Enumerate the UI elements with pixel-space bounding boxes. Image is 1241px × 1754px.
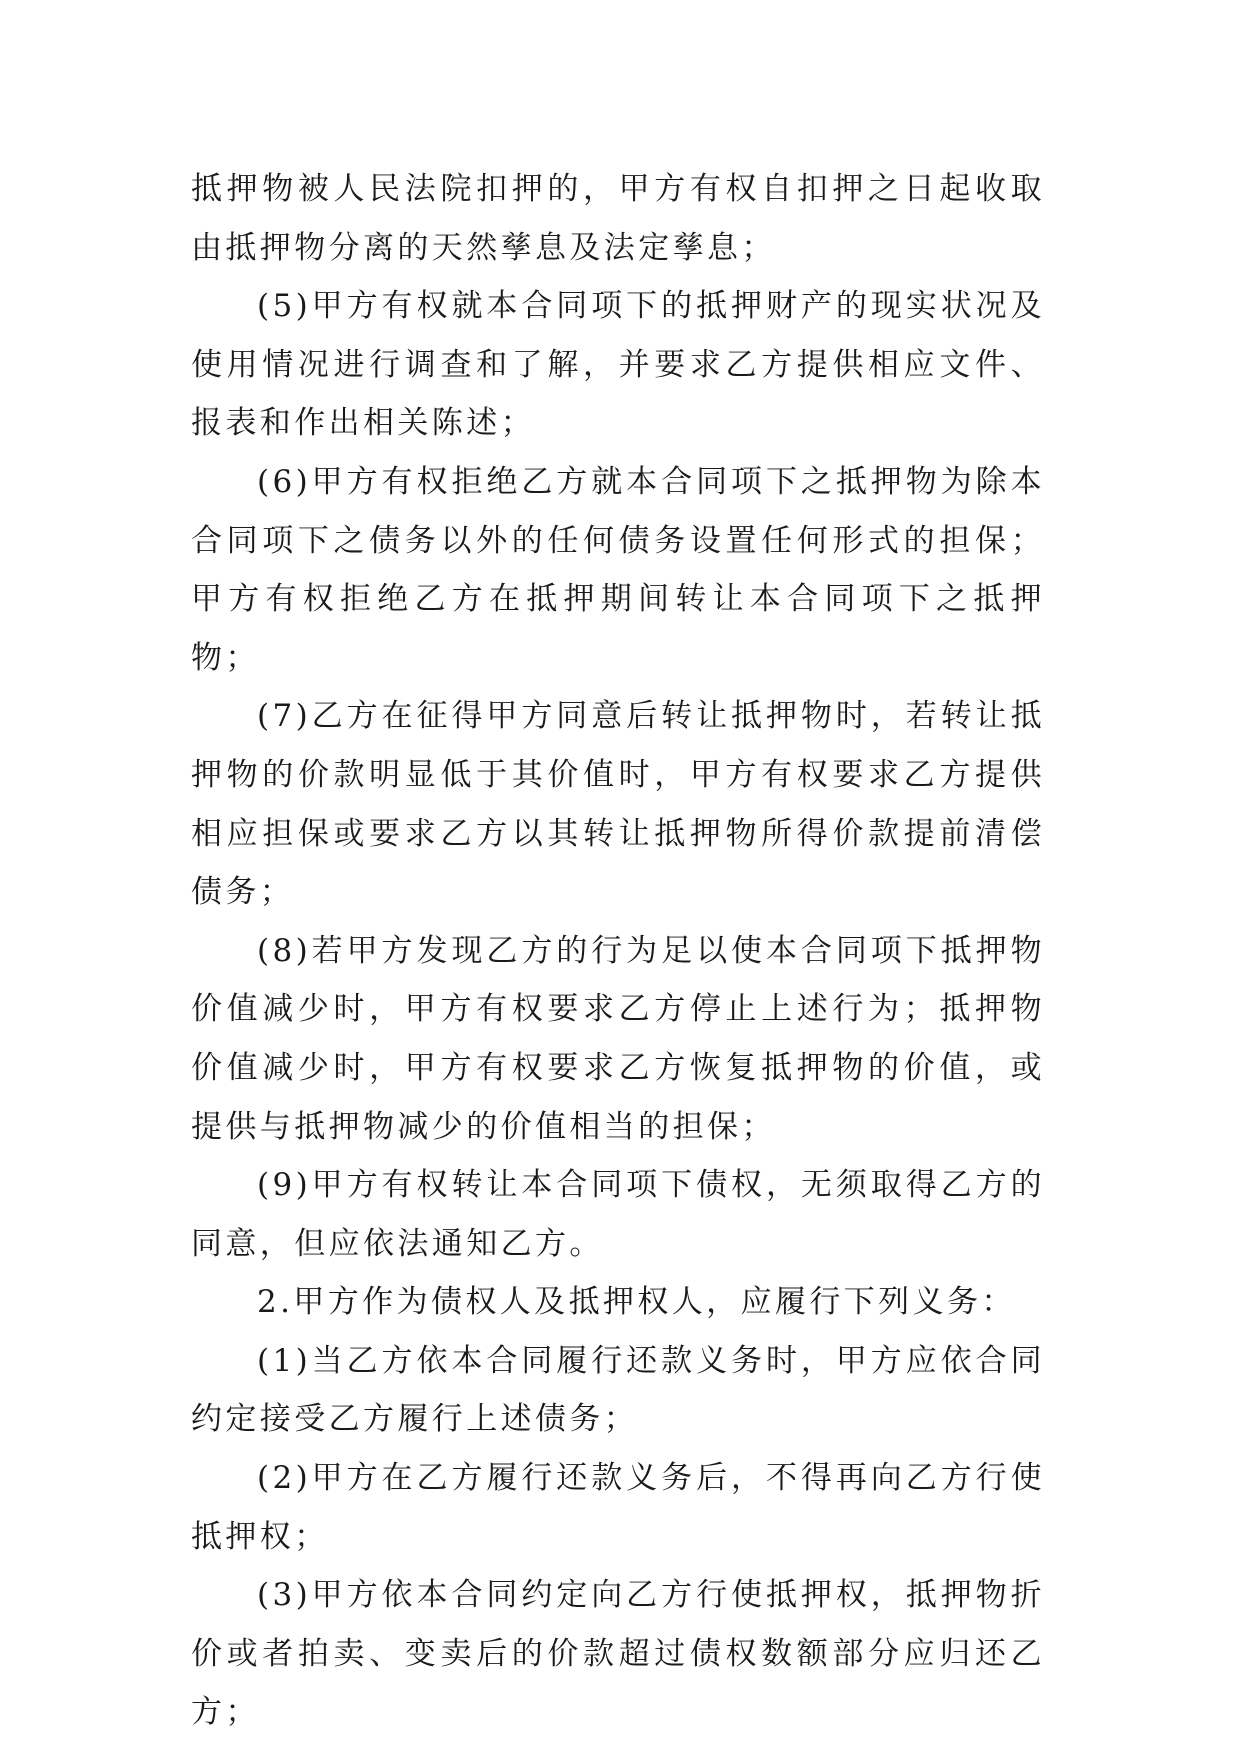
- paragraph-item-7: (7)乙方在征得甲方同意后转让抵押物时，若转让抵押物的价款明显低于其价值时，甲方有权要求乙方提供相应担保或要求乙方以其转让抵押物所得价款提前清偿债务；: [191, 698, 1045, 911]
- paragraph-continuation: 抵押物被人民法院扣押的，甲方有权自扣押之日起收取由抵押物分离的天然孳息及法定孳息；: [191, 171, 1045, 266]
- paragraph-item-8: (8)若甲方发现乙方的行为足以使本合同项下抵押物价值减少时，甲方有权要求乙方停止上述行为；抵押物价值减少时，甲方有权要求乙方恢复抵押物的价值，或提供与抵押物减少的价值相当的担保；: [191, 932, 1045, 1145]
- paragraph-item-9: (9)甲方有权转让本合同项下债权，无须取得乙方的同意，但应依法通知乙方。: [191, 1167, 1045, 1262]
- paragraph-item-5: (5)甲方有权就本合同项下的抵押财产的现实状况及使用情况进行调查和了解，并要求乙方提供相应文件、报表和作出相关陈述；: [191, 288, 1045, 442]
- paragraph-obligation-1: (1)当乙方依本合同履行还款义务时，甲方应依合同约定接受乙方履行上述债务；: [191, 1342, 1045, 1438]
- paragraph-obligation-3: (3)甲方依本合同约定向乙方行使抵押权，抵押物折价或者拍卖、变卖后的价款超过债权数额部分应归还乙方；: [191, 1577, 1045, 1731]
- paragraph-item-6: (6)甲方有权拒绝乙方就本合同项下之抵押物为除本合同项下之债务以外的任何债务设置任何形式的担保；甲方有权拒绝乙方在抵押期间转让本合同项下之抵押物；: [191, 463, 1045, 676]
- section-heading-2: 2.甲方作为债权人及抵押权人，应履行下列义务：: [257, 1284, 1016, 1321]
- document-body: [191, 160, 1045, 1742]
- paragraph-obligation-2: (2)甲方在乙方履行还款义务后，不得再向乙方行使抵押权；: [191, 1460, 1045, 1555]
